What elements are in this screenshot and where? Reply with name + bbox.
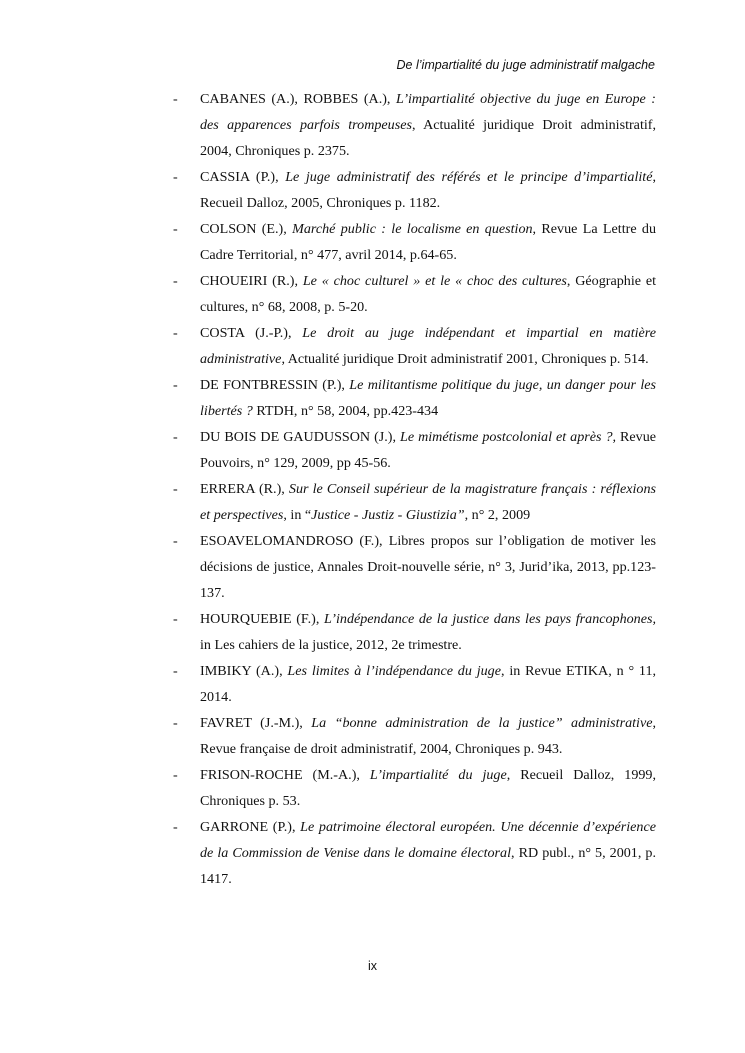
reference-item [170,606,656,658]
reference-details: , Géographie et cultures, n° 68, 2008, p. 5-20. [200,273,656,315]
bullet-dash: - [173,481,178,497]
reference-details: , Revue La Lettre du Cadre Territorial, n° 477, avril 2014, p.64-65. [200,221,656,263]
reference-author: HOURQUEBIE (F.), [200,611,324,627]
reference-details-end: , n° 2, 2009 [464,507,531,523]
reference-details: , Actualité juridique Droit administratif, 2004, Chroniques p. 2375. [200,117,656,159]
reference-author: CHOUEIRI (R.), [200,273,303,289]
reference-title: L’impartialité objective du juge en Europe : des apparences parfois trompeuses [200,91,656,133]
reference-details: Libres propos sur l’obligation de motiver les décisions de justice, Annales Droit-nouvelle série, n° 3, Jurid’ika, 2013, pp.123-137. [200,533,656,601]
reference-details: , in Revue ETIKA, n ° 11, 2014. [200,663,657,705]
bullet-dash: - [173,429,178,445]
reference-details: , Recueil Dalloz, 2005, Chroniques p. 1182. [200,169,656,211]
reference-title: L’indépendance de la justice dans les pays francophones, [323,611,656,627]
bullet-dash: - [173,91,178,107]
reference-details: , Recueil Dalloz, 1999, Chroniques p. 53. [200,767,656,809]
running-header: De l’impartialité du juge administratif malgache [396,58,655,72]
reference-title: Le « choc culturel » et le « choc des cultures [302,273,567,289]
reference-author: ERRERA (R.), [200,481,289,497]
bibliography-list [170,86,656,892]
bullet-dash: - [173,533,178,549]
reference-details: , Revue française de droit administratif, 2004, Chroniques p. 943. [200,715,656,757]
reference-author: GARRONE (P.), [200,819,301,835]
reference-title: Les limites à l’indépendance du juge [287,663,501,679]
reference-details: , RD publ., n° 5, 2001, p. 1417. [200,845,656,887]
reference-details: RTDH, n° 58, 2004, pp.423-434 [252,403,439,419]
reference-item [170,528,656,606]
reference-details: Revue Pouvoirs, n° 129, 2009, pp 45-56. [200,429,657,471]
reference-item [170,216,656,268]
reference-item [170,372,656,424]
reference-item [170,424,656,476]
reference-title: Le militantisme politique du juge, un danger pour les libertés ? [200,377,656,419]
reference-item [170,710,656,762]
reference-details: in Les cahiers de la justice, 2012, 2e trimestre. [200,637,462,653]
reference-item [170,320,656,372]
bullet-dash: - [173,221,178,237]
reference-title: L’impartialité du juge [369,767,507,783]
reference-item [170,476,656,528]
reference-title: Sur le Conseil supérieur de la magistrature français : réflexions et perspectives [200,481,656,523]
reference-author: FRISON-ROCHE (M.-A.), [200,767,370,783]
bullet-dash: - [173,169,178,185]
reference-author: ESOAVELOMANDROSO (F.), [200,533,389,549]
reference-author: COLSON (E.), [200,221,293,237]
reference-author: DU BOIS DE GAUDUSSON (J.), [200,429,400,445]
reference-title: Le mimétisme postcolonial et après ?, [400,429,617,445]
bullet-dash: - [173,377,178,393]
reference-details: , Actualité juridique Droit administratif 2001, Chroniques p. 514. [281,351,649,367]
reference-item [170,762,656,814]
page-number: ix [367,959,378,973]
reference-details: , in “ [283,507,312,523]
reference-item [170,658,656,710]
reference-item [170,814,656,892]
reference-author: CASSIA (P.), [200,169,286,185]
reference-author: FAVRET (J.-M.), [200,715,312,731]
reference-title: Le droit au juge indépendant et impartial en matière administrative [200,325,656,367]
reference-title: Le juge administratif des référés et le principe d’impartialité [285,169,653,185]
bullet-dash: - [173,273,178,289]
reference-item [170,164,656,216]
bullet-dash: - [173,325,178,341]
bullet-dash: - [173,819,178,835]
reference-title: Le patrimoine électoral européen. Une décennie d’expérience de la Commission de Venise dans le domaine électoral [200,819,656,861]
reference-item [170,268,656,320]
reference-author: IMBIKY (A.), [200,663,288,679]
bullet-dash: - [173,715,178,731]
reference-author: DE FONTBRESSIN (P.), [200,377,350,393]
reference-item [170,86,656,164]
bullet-dash: - [173,663,178,679]
bullet-dash: - [173,767,178,783]
bullet-dash: - [173,611,178,627]
reference-author: COSTA (J.-P.), [200,325,303,341]
reference-journal-title: Justice - Justiz - Giustizia” [311,507,465,523]
reference-author: CABANES (A.), ROBBES (A.), [200,91,396,107]
reference-title: La “bonne administration de la justice” administrative [311,715,653,731]
reference-title: Marché public : le localisme en question [292,221,533,237]
